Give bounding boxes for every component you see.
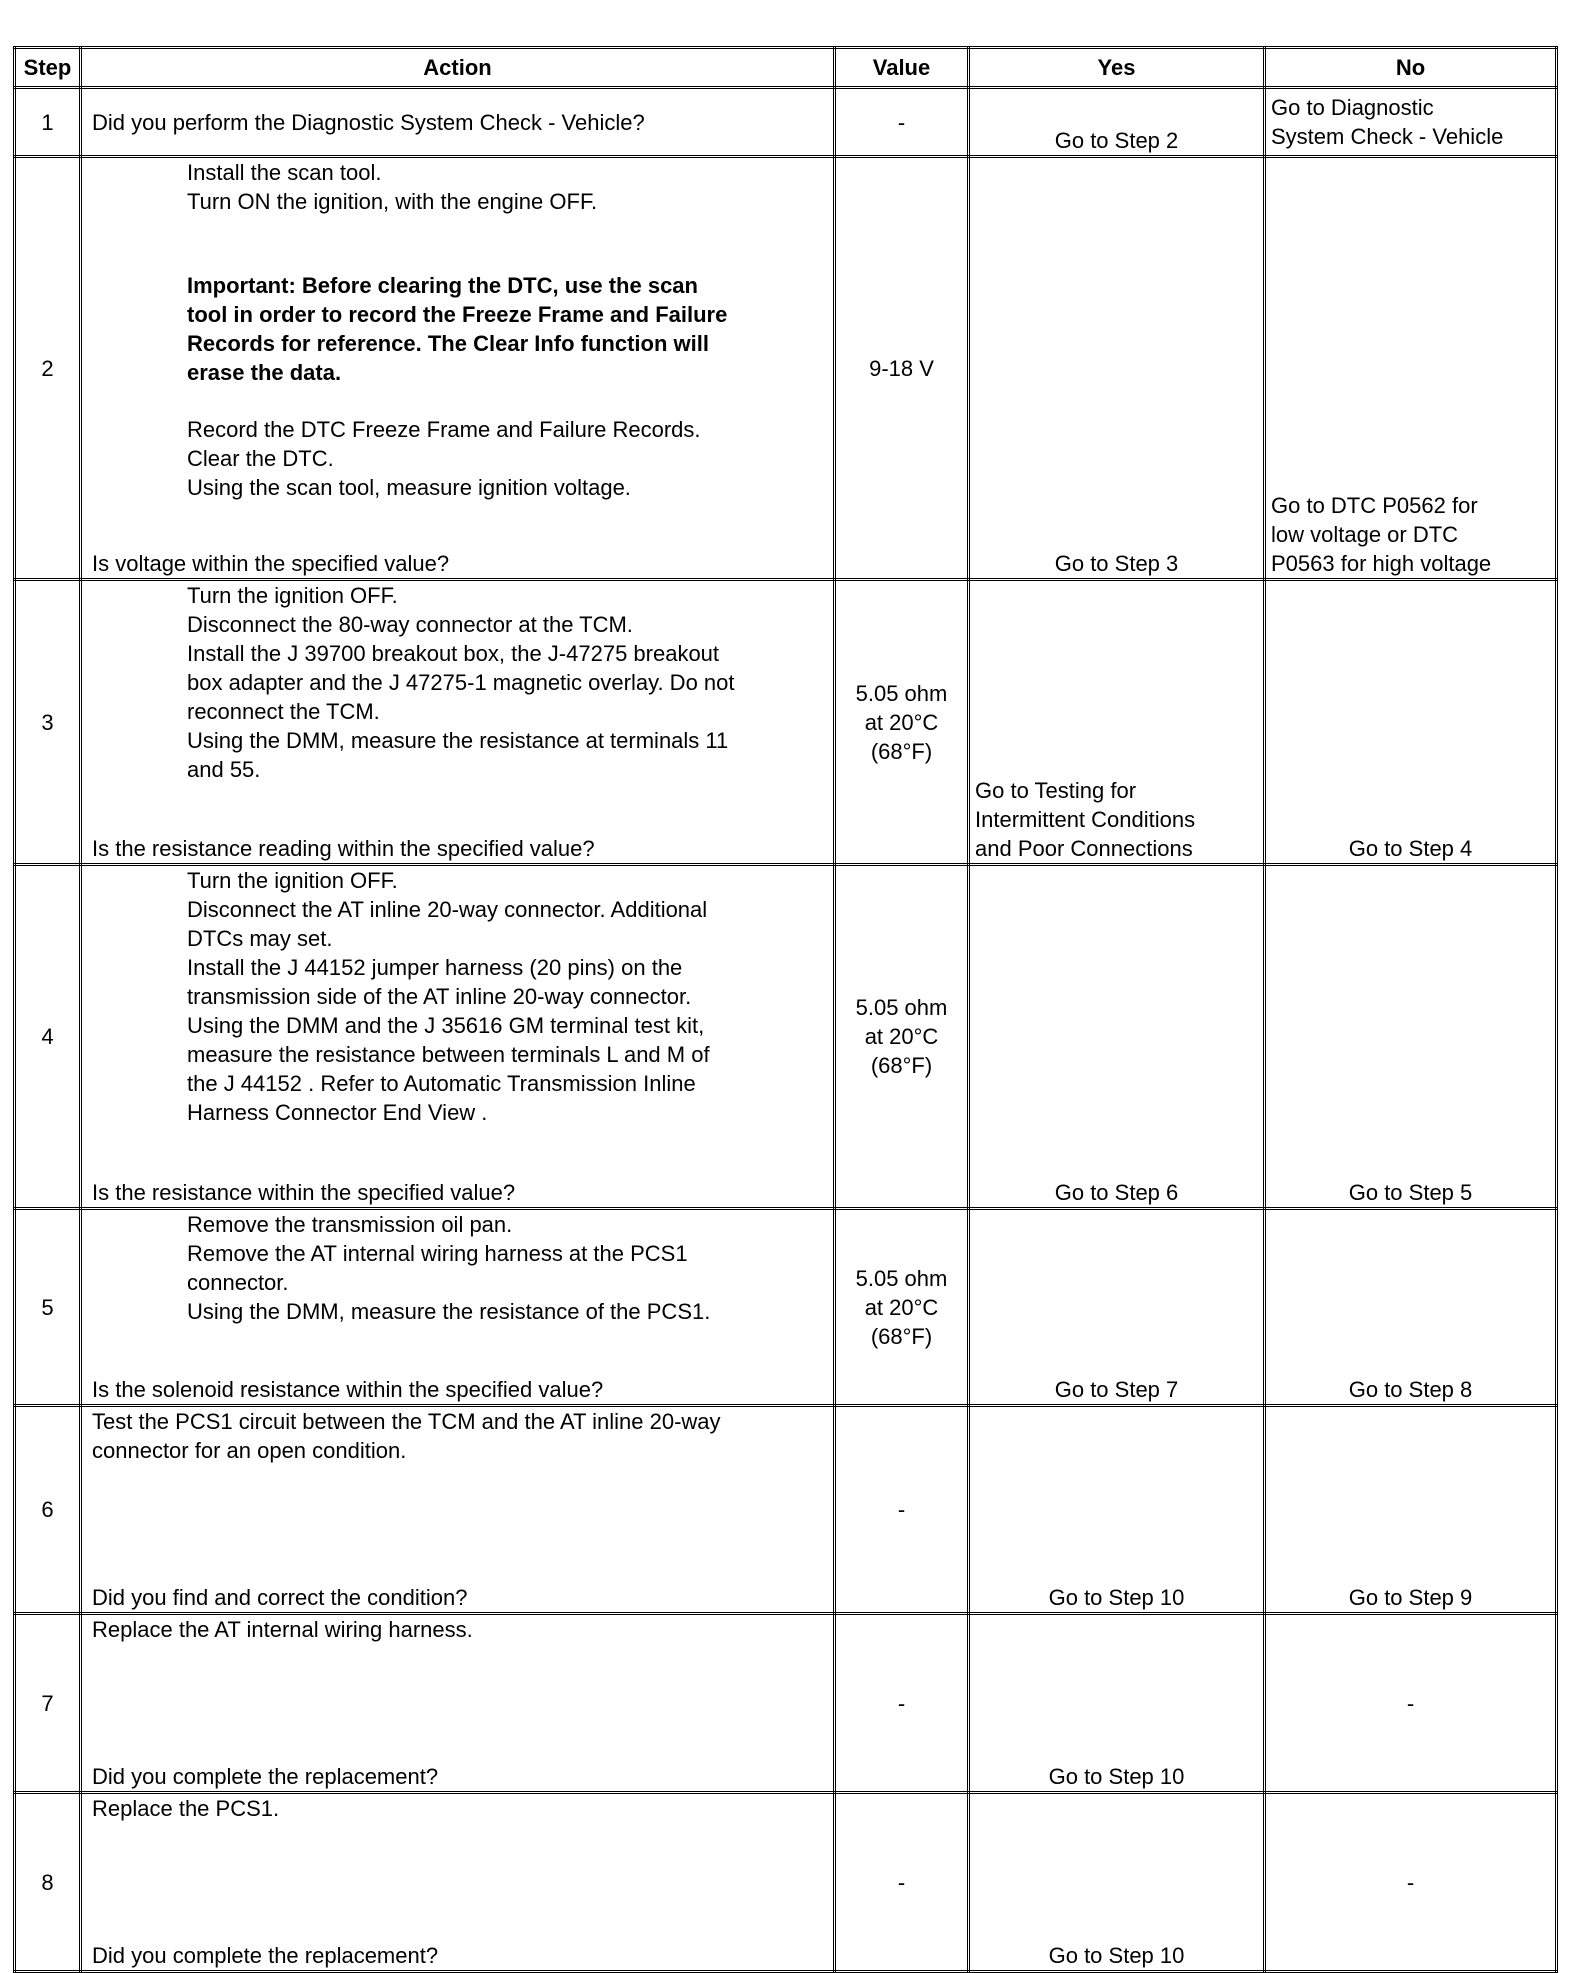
header-row <box>15 48 1557 88</box>
value-line: at 20°C <box>864 1024 939 1049</box>
value-line: 5.05 ohm <box>855 995 948 1020</box>
instruction-line: Replace the PCS1. <box>92 1796 280 1821</box>
yes-cell <box>969 580 1265 865</box>
step-number: 7 <box>15 1614 81 1793</box>
instruction-line: and 55. <box>187 757 261 782</box>
header-value: Value <box>835 48 969 88</box>
yes-line: and Poor Connections <box>975 836 1193 861</box>
no-cell <box>1265 157 1557 580</box>
yes-cell: Go to Step 10 <box>969 1793 1265 1972</box>
diagnostic-table <box>13 46 1558 1973</box>
yes-cell: Go to Step 7 <box>969 1209 1265 1406</box>
instruction-line: measure the resistance between terminals L and M of <box>187 1042 710 1067</box>
question-text: Did you complete the replacement? <box>92 1943 439 1968</box>
step-number: 6 <box>15 1406 81 1614</box>
value-cell <box>835 580 969 865</box>
instruction-line: reconnect the TCM. <box>187 699 380 724</box>
no-line: P0563 for high voltage <box>1271 551 1492 576</box>
action-cell <box>81 1614 835 1793</box>
instruction-line: Install the J 44152 jumper harness (20 pins) on the <box>187 955 683 980</box>
yes-cell: Go to Step 6 <box>969 865 1265 1209</box>
action-cell <box>81 1406 835 1614</box>
action-cell <box>81 88 835 157</box>
instruction-line: Remove the transmission oil pan. <box>187 1212 513 1237</box>
value-cell <box>835 865 969 1209</box>
action-cell <box>81 157 835 580</box>
instruction-line: DTCs may set. <box>187 926 333 951</box>
instruction-line: Clear the DTC. <box>187 446 334 471</box>
question-text: Did you complete the replacement? <box>92 1764 439 1789</box>
table-row <box>15 1793 1557 1972</box>
instruction-line: connector for an open condition. <box>92 1438 407 1463</box>
instruction-line: Turn the ignition OFF. <box>187 868 398 893</box>
value-line: at 20°C <box>864 1294 939 1320</box>
step-number: 8 <box>15 1793 81 1972</box>
value-line: (68°F) <box>870 1323 933 1349</box>
step-number: 5 <box>15 1209 81 1406</box>
yes-cell: Go to Step 10 <box>969 1614 1265 1793</box>
header-step: Step <box>15 48 81 88</box>
value-line: 5.05 ohm <box>855 680 948 706</box>
yes-cell: Go to Step 10 <box>969 1406 1265 1614</box>
header-no: No <box>1265 48 1557 88</box>
important-line: tool in order to record the Freeze Frame and Failure <box>187 302 728 327</box>
value-line: 5.05 ohm <box>855 1265 948 1291</box>
instruction-line: the J 44152 . Refer to Automatic Transmission Inline <box>187 1071 696 1096</box>
value-cell: - <box>835 1406 969 1614</box>
no-cell: Go to Step 4 <box>1265 580 1557 865</box>
instruction-line: Using the scan tool, measure ignition voltage. <box>187 475 631 500</box>
no-cell: Go to Step 5 <box>1265 865 1557 1209</box>
instruction-line: Turn the ignition OFF. <box>187 583 398 608</box>
no-cell <box>1265 88 1557 157</box>
yes-line: Intermittent Conditions <box>975 807 1196 832</box>
header-yes: Yes <box>969 48 1265 88</box>
diagnostic-table-container <box>13 46 1555 1973</box>
no-line: Go to DTC P0562 for <box>1271 493 1478 518</box>
value-line: (68°F) <box>870 738 933 764</box>
value-cell: - <box>835 88 969 157</box>
no-cell: Go to Step 8 <box>1265 1209 1557 1406</box>
action-cell <box>81 865 835 1209</box>
question-text: Is the resistance reading within the specified value? <box>92 836 595 861</box>
instruction-line: Using the DMM, measure the resistance at terminals 11 <box>187 728 729 753</box>
no-line: System Check - Vehicle <box>1271 124 1504 149</box>
table-row <box>15 157 1557 580</box>
no-line: Go to Diagnostic <box>1271 95 1434 120</box>
instruction-line: Remove the AT internal wiring harness at the PCS1 <box>187 1241 688 1266</box>
question-text: Is the solenoid resistance within the specified value? <box>92 1377 604 1402</box>
instruction-line: Install the J 39700 breakout box, the J-47275 breakout <box>187 641 720 666</box>
action-cell <box>81 580 835 865</box>
no-cell: Go to Step 9 <box>1265 1406 1557 1614</box>
table-row <box>15 865 1557 1209</box>
instruction-line: box adapter and the J 47275-1 magnetic overlay. Do not <box>187 670 735 695</box>
step-number: 3 <box>15 580 81 865</box>
instruction-line: Using the DMM, measure the resistance of the PCS1. <box>187 1299 711 1324</box>
instruction-line: Disconnect the AT inline 20-way connector. Additional <box>187 897 708 922</box>
instruction-line: Replace the AT internal wiring harness. <box>92 1617 473 1642</box>
value-line: (68°F) <box>870 1053 933 1078</box>
yes-line: Go to Testing for <box>975 778 1137 803</box>
table-row <box>15 1209 1557 1406</box>
value-cell <box>835 1209 969 1406</box>
table-row <box>15 1406 1557 1614</box>
action-cell <box>81 1793 835 1972</box>
instruction-line: Record the DTC Freeze Frame and Failure Records. <box>187 417 701 442</box>
step-number: 1 <box>15 88 81 157</box>
no-cell: - <box>1265 1793 1557 1972</box>
question-text: Did you perform the Diagnostic System Check - Vehicle? <box>92 109 645 135</box>
table-row <box>15 88 1557 157</box>
question-text: Is the resistance within the specified value? <box>92 1180 516 1205</box>
important-line: Important: Before clearing the DTC, use the scan <box>187 273 698 298</box>
step-number: 2 <box>15 157 81 580</box>
header-action: Action <box>81 48 835 88</box>
yes-cell: Go to Step 2 <box>969 88 1265 157</box>
important-line: erase the data. <box>187 360 342 385</box>
instruction-line: Test the PCS1 circuit between the TCM and the AT inline 20-way <box>92 1409 721 1434</box>
important-line: Records for reference. The Clear Info function will <box>187 331 709 356</box>
value-cell: - <box>835 1793 969 1972</box>
no-cell: - <box>1265 1614 1557 1793</box>
instruction-line: Harness Connector End View . <box>187 1100 488 1125</box>
table-row <box>15 580 1557 865</box>
table-row <box>15 1614 1557 1793</box>
step-number: 4 <box>15 865 81 1209</box>
value-cell: - <box>835 1614 969 1793</box>
action-cell <box>81 1209 835 1406</box>
instruction-line: Using the DMM and the J 35616 GM terminal test kit, <box>187 1013 705 1038</box>
value-cell: 9-18 V <box>835 157 969 580</box>
yes-cell: Go to Step 3 <box>969 157 1265 580</box>
question-text: Did you find and correct the condition? <box>92 1585 468 1610</box>
instruction-line: connector. <box>187 1270 289 1295</box>
instruction-line: Install the scan tool. <box>187 160 382 185</box>
instruction-line: transmission side of the AT inline 20-way connector. <box>187 984 692 1009</box>
question-text: Is voltage within the specified value? <box>92 551 450 576</box>
important-note <box>87 271 828 387</box>
instruction-line: Disconnect the 80-way connector at the TCM. <box>187 612 633 637</box>
value-line: at 20°C <box>864 709 939 735</box>
no-line: low voltage or DTC <box>1271 522 1459 547</box>
instruction-line: Turn ON the ignition, with the engine OFF. <box>187 189 598 214</box>
